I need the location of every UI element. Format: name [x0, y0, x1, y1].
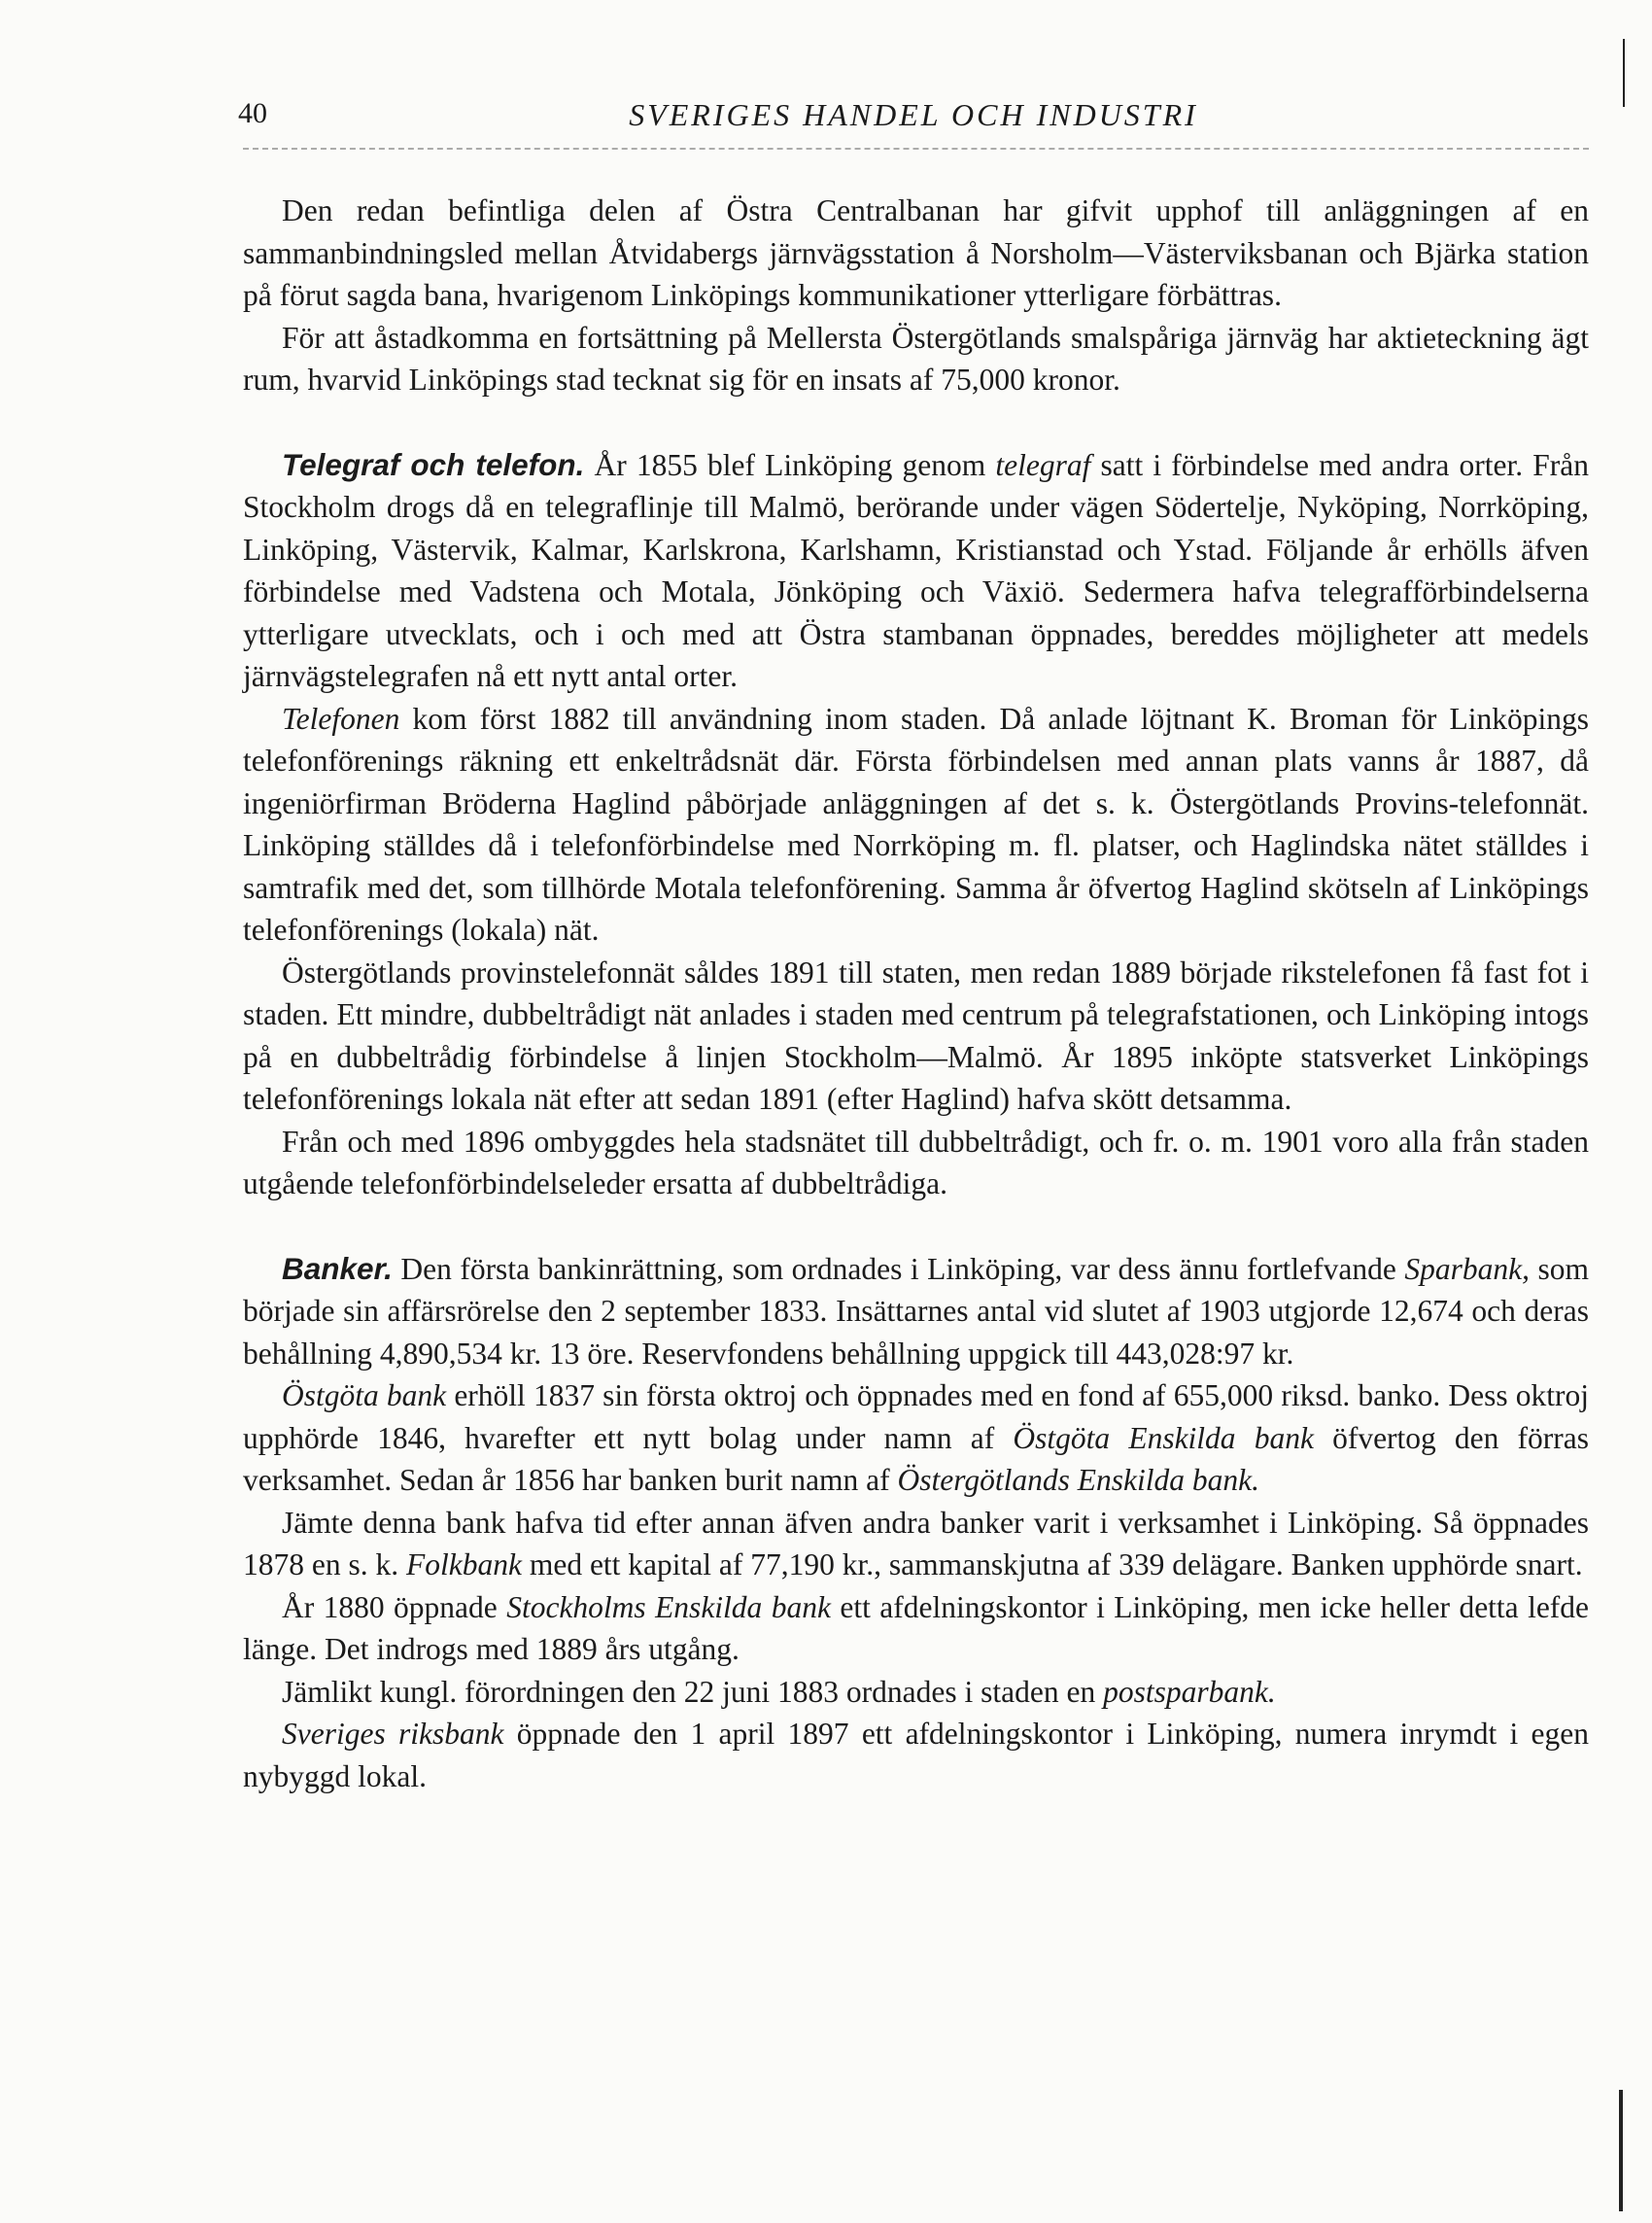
- paragraph-railway-2: För att åstadkomma en fortsättning på Mellersta Östergötlands smalspåriga järnväg har aktieteckning ägt rum, hvarvid Linköpings stad tecknat sig för en insats af 75,000 kronor.: [243, 320, 1589, 397]
- scan-edge-mark-bottom: [1619, 2090, 1623, 2211]
- scan-edge-mark-top: [1623, 39, 1625, 107]
- running-title: SVERIGES HANDEL OCH INDUSTRI: [629, 97, 1198, 132]
- section-heading-telegraph: Telegraf och telefon.: [282, 446, 585, 482]
- page-header: [238, 97, 1589, 144]
- paragraph-telephone-2: Östergötlands provinstelefonnät såldes 1891 till staten, men redan 1889 började rikstelefonen få fast fot i staden. Ett mindre, dubbeltrådigt nät anlades i staden med centrum på telegrafstationen, och Linköping intogs på en dubbeltrådig förbindelse å linjen Stockholm—Malmö. År 1895 inköpte statsverket Linköpings telefonförenings lokala nät efter att sedan 1891 (efter Haglind) hafva skött detsamma.: [243, 955, 1589, 1116]
- paragraph-banks-5: Jämlikt kungl. förordningen den 22 juni 1883 ordnades i staden en postsparbank.: [282, 1674, 1276, 1709]
- header-rule: [243, 148, 1589, 150]
- section-heading-banks: Banker.: [282, 1250, 393, 1286]
- body-text: [243, 190, 1589, 1797]
- paragraph-railway-1: Den redan befintliga delen af Östra Centralbanan har gifvit upphof till anläggningen af en sammanbindningsled mellan Åtvidabergs järnvägsstation å Norsholm—Västerviksbanan och Bjärka station på förut sagda bana, hvarigenom Linköpings kommunikationer ytterligare förbättras.: [243, 193, 1589, 312]
- paragraph-banks-1: Banker. Den första bankinrättning, som ordnades i Linköping, var dess ännu fortlefvande Sparbank, som började sin affärsrörelse den 2 september 1833. Insättarnes antal vid slutet af 1903 utgjorde 12,674 och deras behållning 4,890,534 kr. 13 öre. Reservfondens behållning uppgick till 443,028:97 kr.: [243, 1250, 1590, 1371]
- paragraph-banks-6: Sveriges riksbank öppnade den 1 april 1897 ett afdelningskontor i Linköping, numera inrymdt i egen nybyggd lokal.: [243, 1717, 1589, 1793]
- paragraph-banks-3: Jämte denna bank hafva tid efter annan äfven andra banker varit i verksamhet i Linköping. Så öppnades 1878 en s. k. Folkbank med ett kapital af 77,190 kr., sammanskjutna af 339 delägare. Banken upphörde snart.: [243, 1505, 1589, 1581]
- paragraph-banks-4: År 1880 öppnade Stockholms Enskilda bank ett afdelningskontor i Linköping, men icke heller detta lefde länge. Det indrogs med 1889 års utgång.: [243, 1589, 1590, 1666]
- paragraph-telegraph-1: Telegraf och telefon. År 1855 blef Linköping genom telegraf satt i förbindelse med andra orter. Från Stockholm drogs då en telegraflinje till Malmö, berörande under vägen Södertelje, Nyköping, Norrköping, Linköping, Västervik, Kalmar, Karlskrona, Karlshamn, Kristianstad och Ystad. Följande år erhölls äfven förbindelse med Vadstena och Motala, Jönköping och Växiö. Sedermera hafva telegrafförbindelserna ytterligare utvecklats, och i och med att Östra stambanan öppnades, bereddes möjligheter att medels järnvägstelegrafen nå ett nytt antal orter.: [243, 446, 1590, 693]
- paragraph-telephone-3: Från och med 1896 ombyggdes hela stadsnätet till dubbeltrådigt, och fr. o. m. 1901 voro alla från staden utgående telefonförbindelseleder ersatta af dubbeltrådiga.: [243, 1124, 1589, 1200]
- paragraph-banks-2: Östgöta bank erhöll 1837 sin första oktroj och öppnades med en fond af 655,000 riksd. banko. Dess oktroj upphörde 1846, hvarefter ett nytt bolag under namn af Östgöta Enskilda bank öfvertog den förras verksamhet. Sedan år 1856 har banken burit namn af Östergötlands Enskilda bank.: [243, 1378, 1590, 1497]
- page-number: 40: [238, 97, 267, 129]
- paragraph-telephone-1: Telefonen kom först 1882 till användning inom staden. Då anlade löjtnant K. Broman för Linköpings telefonförenings räkning ett enkeltrådsnät där. Första förbindelsen med annan plats vanns år 1887, då ingeniörfirman Bröderna Haglind påbörjade anläggningen af det s. k. Östergötlands Provins-telefonnät. Linköping ställdes då i telefonförbindelse med Norrköping m. fl. platser, och Haglindska nätet ställdes i samtrafik med det, som tillhörde Motala telefonförening. Samma år öfvertog Haglind skötseln af Linköpings telefonförenings (lokala) nät.: [243, 701, 1589, 947]
